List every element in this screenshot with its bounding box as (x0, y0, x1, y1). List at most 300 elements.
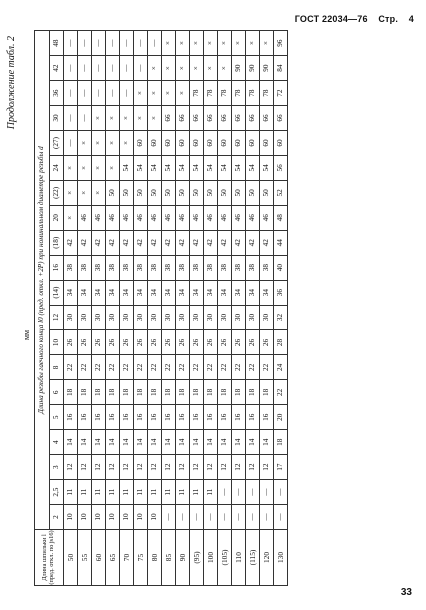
row-length: 50 (64, 530, 78, 586)
table-cell: 38 (134, 255, 148, 280)
table-cell: × (176, 56, 190, 81)
table-cell: 60 (176, 131, 190, 156)
row-length: 70 (120, 530, 134, 586)
table-cell: 46 (232, 205, 246, 230)
table-cell: — (232, 480, 246, 505)
table-cell: 22 (204, 355, 218, 380)
table-cell: 18 (92, 380, 106, 405)
table-cell: 60 (162, 131, 176, 156)
table-cell: 46 (190, 205, 204, 230)
table-cell: 22 (120, 355, 134, 380)
table-cell: 50 (260, 180, 274, 205)
table-cell: 66 (190, 106, 204, 131)
table-cell: 14 (134, 430, 148, 455)
table-cell: — (120, 31, 134, 56)
table-cell: 11 (162, 480, 176, 505)
table-cell: 22 (162, 355, 176, 380)
table-cell: 60 (274, 131, 288, 156)
table-cell: 16 (246, 405, 260, 430)
row-length: 110 (232, 530, 246, 586)
table-cell: — (162, 505, 176, 530)
table-cell: 26 (148, 330, 162, 355)
diameter-header: 16 (50, 255, 64, 280)
table-cell: 60 (148, 131, 162, 156)
table-cell: 42 (64, 230, 78, 255)
table-cell: 54 (176, 155, 190, 180)
table-cell: 50 (246, 180, 260, 205)
table-cell: 14 (148, 430, 162, 455)
diameter-header: 2 (50, 505, 64, 530)
table-cell: 54 (148, 155, 162, 180)
table-cell: — (232, 505, 246, 530)
table-cell: 42 (218, 230, 232, 255)
row-length: (95) (190, 530, 204, 586)
table-cell: 54 (246, 155, 260, 180)
table-cell: 34 (64, 280, 78, 305)
table-cell: 78 (190, 81, 204, 106)
table-cell: 42 (204, 230, 218, 255)
table-cell: 14 (260, 430, 274, 455)
table-cell: 10 (64, 505, 78, 530)
table-cell: × (232, 31, 246, 56)
table-cell: 22 (218, 355, 232, 380)
table-cell: — (106, 56, 120, 81)
table-cell: 26 (218, 330, 232, 355)
row-length: 65 (106, 530, 120, 586)
table-cell: 11 (148, 480, 162, 505)
table-cell: 18 (162, 380, 176, 405)
table-cell: 12 (246, 455, 260, 480)
table-cell: 38 (260, 255, 274, 280)
table-cell: 11 (176, 480, 190, 505)
table-cell: — (260, 480, 274, 505)
table-cell: × (106, 155, 120, 180)
table-row (78, 31, 92, 586)
table-cell: — (246, 480, 260, 505)
table-cell: 32 (274, 305, 288, 330)
table-cell: 18 (120, 380, 134, 405)
table-cell: 30 (232, 305, 246, 330)
table-cell: 14 (78, 430, 92, 455)
table-cell: × (106, 106, 120, 131)
table-cell: 34 (260, 280, 274, 305)
diameter-header: 2,5 (50, 480, 64, 505)
table-cell: 30 (260, 305, 274, 330)
table-cell: × (78, 155, 92, 180)
table-cell: 60 (232, 131, 246, 156)
table-cell: 42 (106, 230, 120, 255)
table-cell: 50 (148, 180, 162, 205)
table-cell: 22 (64, 355, 78, 380)
table-cell: × (246, 31, 260, 56)
table-cell: 42 (232, 230, 246, 255)
table-cell: 60 (204, 131, 218, 156)
table-row (92, 31, 106, 586)
table-cell: × (148, 106, 162, 131)
table-cell: × (120, 106, 134, 131)
table-cell: 38 (148, 255, 162, 280)
table-cell: 30 (134, 305, 148, 330)
table-cell: 66 (204, 106, 218, 131)
diameter-header: 24 (50, 155, 64, 180)
table-cell: 10 (134, 505, 148, 530)
table-cell: 78 (246, 81, 260, 106)
table-cell: 17 (274, 455, 288, 480)
diameter-header: 6 (50, 380, 64, 405)
table-cell: 26 (232, 330, 246, 355)
table-cell: 34 (246, 280, 260, 305)
table-cell: 22 (274, 380, 288, 405)
table-cell: 60 (246, 131, 260, 156)
table-cell: 30 (190, 305, 204, 330)
table-cell: 60 (134, 131, 148, 156)
table-cell: × (176, 81, 190, 106)
table-cell: 18 (260, 380, 274, 405)
table-cell: 11 (134, 480, 148, 505)
table-cell: 30 (92, 305, 106, 330)
table-cell: 18 (232, 380, 246, 405)
table-cell: 18 (148, 380, 162, 405)
rotated-table-block (4, 30, 416, 586)
table-cell: 14 (232, 430, 246, 455)
table-row (232, 31, 246, 586)
table-cell: — (218, 480, 232, 505)
table-cell: 90 (246, 56, 260, 81)
table-cell: × (78, 180, 92, 205)
table-cell: × (204, 56, 218, 81)
table-cell: 16 (106, 405, 120, 430)
table-cell: 12 (204, 455, 218, 480)
table-cell: 38 (78, 255, 92, 280)
table-cell: 96 (274, 31, 288, 56)
table-cell: 10 (120, 505, 134, 530)
table-cell: — (246, 505, 260, 530)
diameter-header: (22) (50, 180, 64, 205)
table-cell: 46 (204, 205, 218, 230)
row-length: 90 (176, 530, 190, 586)
table-cell: 22 (246, 355, 260, 380)
table-cell: 42 (162, 230, 176, 255)
table-cell: 56 (274, 155, 288, 180)
table-cell: 12 (120, 455, 134, 480)
diameter-header: 36 (50, 81, 64, 106)
table-cell: 34 (92, 280, 106, 305)
table-cell: 10 (148, 505, 162, 530)
table-cell: 90 (232, 56, 246, 81)
table-cell: 16 (218, 405, 232, 430)
table-cell: 38 (64, 255, 78, 280)
table-row (148, 31, 162, 586)
table-cell: 12 (78, 455, 92, 480)
table-cell: × (162, 31, 176, 56)
table-cell: 66 (176, 106, 190, 131)
table-cell: 36 (274, 280, 288, 305)
table-cell: 46 (78, 205, 92, 230)
table-cell: 34 (232, 280, 246, 305)
table-cell: × (134, 106, 148, 131)
table-cell: 22 (106, 355, 120, 380)
table-cell: 38 (176, 255, 190, 280)
table-cell: — (148, 31, 162, 56)
table-cell: 42 (176, 230, 190, 255)
table-cell: — (64, 81, 78, 106)
table-row (204, 31, 218, 586)
row-length: 60 (92, 530, 106, 586)
table-cell: 46 (246, 205, 260, 230)
table-cell: — (64, 131, 78, 156)
table-cell: 14 (246, 430, 260, 455)
table-cell: 38 (204, 255, 218, 280)
table-cell: 14 (204, 430, 218, 455)
table-cell: — (204, 505, 218, 530)
diameter-header: (27) (50, 131, 64, 156)
row-length: 130 (274, 530, 288, 586)
table-cell: 30 (162, 305, 176, 330)
row-length: 55 (78, 530, 92, 586)
table-cell: 12 (260, 455, 274, 480)
table-row (274, 31, 288, 586)
diameter-header: 8 (50, 355, 64, 380)
table-cell: × (106, 131, 120, 156)
table-cell: 54 (232, 155, 246, 180)
table-row (64, 31, 78, 586)
table-cell: 22 (148, 355, 162, 380)
table-row (246, 31, 260, 586)
table-cell: 30 (148, 305, 162, 330)
table-cell: — (274, 505, 288, 530)
table-cell: 26 (106, 330, 120, 355)
table-cell: — (64, 56, 78, 81)
table-cell: 34 (78, 280, 92, 305)
table-row (120, 31, 134, 586)
table-cell: 42 (190, 230, 204, 255)
table-cell: 11 (190, 480, 204, 505)
table-cell: 50 (176, 180, 190, 205)
table-cell: — (274, 480, 288, 505)
table-cell: 14 (120, 430, 134, 455)
table-cell: — (78, 106, 92, 131)
table-cell: 16 (64, 405, 78, 430)
table-cell: 11 (204, 480, 218, 505)
table-cell: 38 (162, 255, 176, 280)
table-cell: 22 (260, 355, 274, 380)
table-cell: 66 (162, 106, 176, 131)
table-cell: — (92, 31, 106, 56)
row-length: 75 (134, 530, 148, 586)
table-cell: 42 (120, 230, 134, 255)
table-cell: 18 (246, 380, 260, 405)
table-row (106, 31, 120, 586)
table-cell: 10 (78, 505, 92, 530)
table-cell: 46 (106, 205, 120, 230)
table-cell: 26 (204, 330, 218, 355)
thread-length-table (34, 30, 288, 586)
table-cell: × (92, 106, 106, 131)
table-cell: — (78, 81, 92, 106)
table-cell: 44 (274, 230, 288, 255)
table-cell: 34 (204, 280, 218, 305)
table-cell: 90 (260, 56, 274, 81)
table-cell: 34 (190, 280, 204, 305)
table-cell: × (92, 131, 106, 156)
page-footer-number: 33 (400, 587, 412, 598)
standard-code: ГОСТ 22034—76 (294, 14, 368, 24)
diameter-header: 20 (50, 205, 64, 230)
table-cell: 22 (176, 355, 190, 380)
diameter-header: 4 (50, 430, 64, 455)
table-cell: 24 (274, 355, 288, 380)
table-cell: 14 (176, 430, 190, 455)
table-cell: 10 (106, 505, 120, 530)
table-cell: 42 (92, 230, 106, 255)
table-row (190, 31, 204, 586)
table-cell: — (176, 505, 190, 530)
table-cell: 78 (232, 81, 246, 106)
table-cell: 72 (274, 81, 288, 106)
table-cell: 14 (106, 430, 120, 455)
table-cell: 12 (232, 455, 246, 480)
table-cell: 60 (190, 131, 204, 156)
table-cell: 12 (218, 455, 232, 480)
page-header (287, 14, 414, 24)
table-cell: 54 (204, 155, 218, 180)
table-cell: 46 (134, 205, 148, 230)
table-cell: 16 (92, 405, 106, 430)
table-cell: 18 (64, 380, 78, 405)
table-cell: 26 (120, 330, 134, 355)
table-cell: 16 (204, 405, 218, 430)
table-cell: 16 (120, 405, 134, 430)
table-cell: 46 (176, 205, 190, 230)
table-body (64, 31, 288, 586)
table-cell: 34 (148, 280, 162, 305)
table-cell: 46 (148, 205, 162, 230)
table-cell: 50 (204, 180, 218, 205)
table-cell: 14 (92, 430, 106, 455)
table-cell: 46 (162, 205, 176, 230)
page-label: Стр. (378, 14, 399, 24)
table-cell: 30 (246, 305, 260, 330)
table-cell: 34 (106, 280, 120, 305)
table-cell: 22 (78, 355, 92, 380)
diameter-header: 3 (50, 455, 64, 480)
table-cell: × (218, 56, 232, 81)
table-cell: 10 (92, 505, 106, 530)
table-cell: 78 (204, 81, 218, 106)
table-cell: 14 (64, 430, 78, 455)
table-cell: 30 (78, 305, 92, 330)
table-cell: 11 (78, 480, 92, 505)
row-header: Длина шпильки l (пред. откл. по js16) (35, 530, 64, 586)
table-cell: × (162, 56, 176, 81)
table-cell: × (134, 81, 148, 106)
table-cell: 12 (190, 455, 204, 480)
table-cell: × (218, 31, 232, 56)
table-cell: — (106, 31, 120, 56)
table-cell: — (120, 56, 134, 81)
table-cell: × (148, 81, 162, 106)
table-cell: × (190, 56, 204, 81)
unit-label: мм (22, 329, 31, 340)
table-cell: 54 (218, 155, 232, 180)
table-cell: 50 (190, 180, 204, 205)
table-cell: 42 (260, 230, 274, 255)
diameter-header: 30 (50, 106, 64, 131)
table-cell: 30 (120, 305, 134, 330)
table-cell: 26 (260, 330, 274, 355)
row-length: 80 (148, 530, 162, 586)
table-cell: 18 (218, 380, 232, 405)
table-cell: 12 (92, 455, 106, 480)
diameter-header: (14) (50, 280, 64, 305)
table-cell: 12 (134, 455, 148, 480)
table-cell: 26 (134, 330, 148, 355)
table-cell: — (92, 56, 106, 81)
table-cell: 18 (106, 380, 120, 405)
table-cell: 16 (78, 405, 92, 430)
table-cell: 38 (232, 255, 246, 280)
table-cell: — (78, 56, 92, 81)
table-cell: 30 (218, 305, 232, 330)
table-cell: 40 (274, 255, 288, 280)
table-cell: 18 (204, 380, 218, 405)
table-cell: × (92, 180, 106, 205)
table-cell: × (120, 131, 134, 156)
table-cell: 42 (134, 230, 148, 255)
table-cell: — (106, 81, 120, 106)
table-cell: 54 (134, 155, 148, 180)
table-cell: 11 (92, 480, 106, 505)
table-cell: 22 (92, 355, 106, 380)
table-cell: 30 (204, 305, 218, 330)
table-cell: 14 (190, 430, 204, 455)
table-cell: 20 (274, 405, 288, 430)
table-cell: 14 (162, 430, 176, 455)
table-cell: 18 (134, 380, 148, 405)
table-cell: 78 (260, 81, 274, 106)
table-cell: 16 (162, 405, 176, 430)
table-cell: 50 (232, 180, 246, 205)
table-row (176, 31, 190, 586)
table-cell: 42 (78, 230, 92, 255)
table-cell: 54 (120, 155, 134, 180)
table-row (134, 31, 148, 586)
table-cell: 26 (190, 330, 204, 355)
table-row (162, 31, 176, 586)
diameter-header: 5 (50, 405, 64, 430)
table-cell: 12 (64, 455, 78, 480)
table-cell: 18 (274, 430, 288, 455)
table-cell: — (64, 106, 78, 131)
table-cell: 54 (190, 155, 204, 180)
diameter-header: 12 (50, 305, 64, 330)
table-cell: 16 (148, 405, 162, 430)
table-cell: 30 (64, 305, 78, 330)
table-cell: 18 (78, 380, 92, 405)
table-cell: 11 (106, 480, 120, 505)
table-cell: × (64, 205, 78, 230)
row-length: (115) (246, 530, 260, 586)
table-cell: 12 (162, 455, 176, 480)
table-cell: 16 (134, 405, 148, 430)
table-cell: 34 (134, 280, 148, 305)
table-cell: 42 (246, 230, 260, 255)
table-cell: × (64, 155, 78, 180)
table-cell: — (120, 81, 134, 106)
table-cell: 66 (260, 106, 274, 131)
table-cell: 18 (176, 380, 190, 405)
table-cell: 26 (162, 330, 176, 355)
